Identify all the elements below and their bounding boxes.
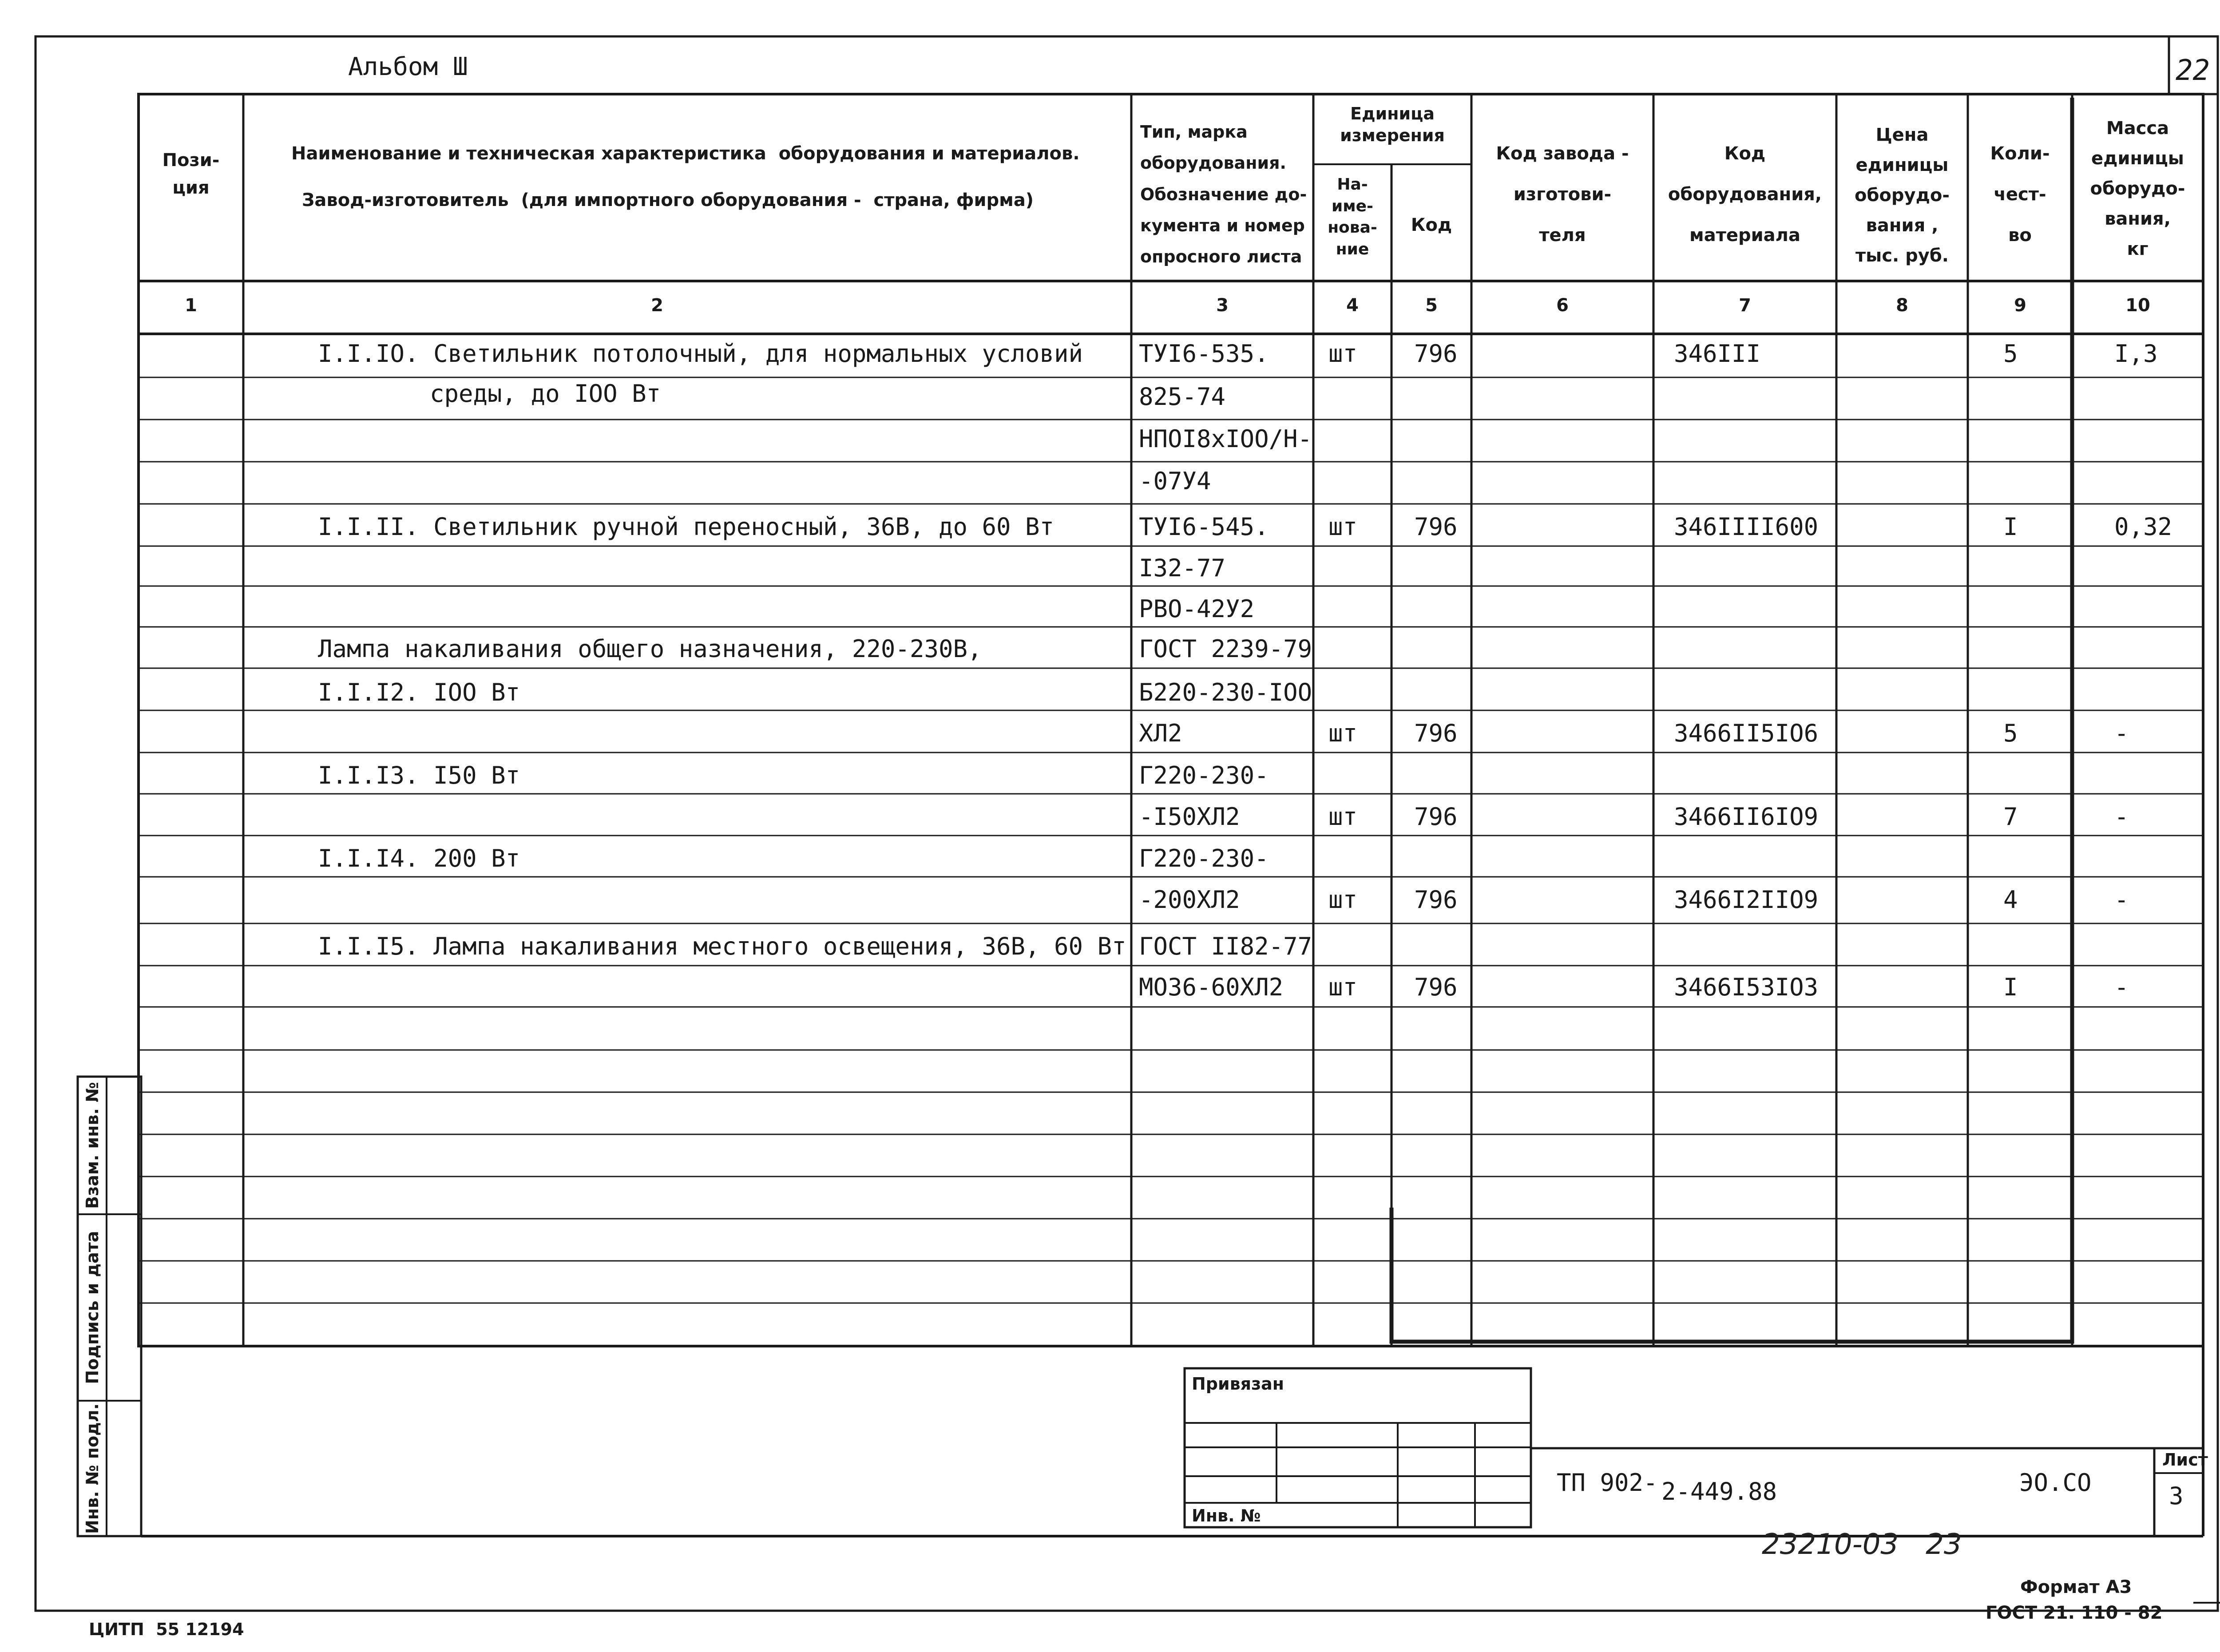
row-type: РВО-42У2 — [1139, 595, 1255, 623]
row-unit-code: 796 — [1414, 973, 1458, 1001]
row-type: Б220-230-IOO — [1139, 678, 1312, 706]
row-unit-code: 796 — [1414, 803, 1458, 831]
row-name: I.I.IO. Светильник потолочный, для нормальных условий — [318, 340, 1083, 368]
col-number-8: 8 — [1896, 295, 1908, 316]
row-unit: шт — [1328, 973, 1358, 1001]
col-number-4: 4 — [1346, 295, 1359, 316]
row-name: I.I.I4. 200 Вт — [318, 844, 520, 872]
row-type: 825-74 — [1139, 383, 1226, 411]
row-unit: шт — [1328, 886, 1358, 914]
row-unit-code: 796 — [1414, 719, 1458, 747]
row-type: МО36-60ХЛ2 — [1139, 973, 1284, 1001]
row-type: I32-77 — [1139, 554, 1226, 582]
row-equip-code: 346III — [1674, 340, 1761, 368]
handwritten-archive-number: 23210-03 23 — [1762, 1528, 1962, 1561]
row-equip-code: 3466II5IO6 — [1674, 719, 1819, 747]
row-unit: шт — [1328, 803, 1358, 831]
header-position: Пози- ция — [162, 150, 220, 198]
header-price: Цена единицы оборудо- вания , тыс. руб. — [1855, 125, 1950, 266]
row-unit-code: 796 — [1414, 513, 1458, 541]
row-type: ТУI6-535. — [1139, 340, 1269, 368]
row-type: Г220-230- — [1139, 844, 1269, 872]
page-number: 22 — [2176, 54, 2210, 87]
header-mass: Масса единицы оборудо- вания, кг — [2090, 118, 2185, 259]
row-type: Г220-230- — [1139, 761, 1269, 789]
row-quantity: 5 — [2003, 340, 2018, 368]
print-code: ЦИТП 55 12194 — [89, 1620, 244, 1637]
header-name-line2: Завод-изготовитель (для импортного оборудования - страна, фирма) — [302, 190, 1034, 210]
row-unit: шт — [1328, 719, 1358, 747]
row-mass: - — [2114, 973, 2129, 1001]
col-number-5: 5 — [1425, 295, 1438, 316]
stamp-privyazan: Привязан — [1192, 1374, 1284, 1394]
row-name: I.I.II. Светильник ручной переносный, 36В, до 60 Вт — [318, 513, 1054, 541]
doc-suffix: ЭО.СО — [2019, 1469, 2092, 1497]
row-type: ГОСТ 2239-79 — [1139, 635, 1312, 663]
header-plant-code: Код завода - изготови- теля — [1496, 143, 1629, 246]
col-number-7: 7 — [1739, 295, 1751, 316]
row-quantity: 5 — [2003, 719, 2018, 747]
row-quantity: 4 — [2003, 886, 2018, 914]
col-number-9: 9 — [2014, 295, 2026, 316]
header-name-line1: Наименование и техническая характеристика оборудования и материалов. — [291, 143, 1080, 164]
row-type: -I50ХЛ2 — [1139, 803, 1240, 831]
header-quantity: Коли- чест- во — [1990, 143, 2050, 246]
doc-code-number: 2-449.88 — [1661, 1478, 1777, 1505]
row-mass: I,3 — [2114, 340, 2158, 368]
row-type: ГОСТ II82-77 — [1139, 932, 1312, 960]
row-name: I.I.I3. I50 Вт — [318, 761, 520, 789]
header-type: Тип, марка оборудования. Обозначение до- кумента и номер опросного листа — [1140, 122, 1307, 267]
header-unit-name: На- име- нова- ние — [1328, 175, 1377, 258]
row-type: -200ХЛ2 — [1139, 886, 1240, 914]
row-name: среды, до IOO Вт — [430, 380, 661, 408]
header-unit-group: Единица измерения — [1340, 104, 1445, 146]
row-equip-code: 3466II6IO9 — [1674, 803, 1819, 831]
side-label-inv: Инв. № подл. — [83, 1403, 102, 1534]
col-number-1: 1 — [185, 295, 197, 316]
row-name: I.I.I5. Лампа накаливания местного освещения, 36В, 60 Вт — [318, 932, 1126, 960]
doc-code-prefix: ТП 902- — [1557, 1469, 1658, 1497]
col-number-6: 6 — [1556, 295, 1569, 316]
header-unit-code: Код — [1411, 215, 1452, 235]
stamp-inv-no: Инв. № — [1192, 1506, 1261, 1525]
row-quantity: 7 — [2003, 803, 2018, 831]
row-mass: - — [2114, 719, 2129, 747]
row-name: I.I.I2. IOO Вт — [318, 678, 520, 706]
row-type: НПОI8хIOO/Н- — [1139, 425, 1312, 453]
row-mass: - — [2114, 886, 2129, 914]
row-unit-code: 796 — [1414, 886, 1458, 914]
row-unit-code: 796 — [1414, 340, 1458, 368]
gost-label: ГОСТ 21. 110 - 82 — [1986, 1603, 2163, 1623]
row-mass: 0,32 — [2114, 513, 2172, 541]
col-number-2: 2 — [651, 295, 663, 316]
row-unit: шт — [1328, 513, 1358, 541]
row-equip-code: 3466I2IIO9 — [1674, 886, 1819, 914]
row-type: -07У4 — [1139, 467, 1211, 495]
album-title: Альбом Ш — [348, 52, 468, 81]
format-label: Формат А3 — [2020, 1577, 2132, 1597]
row-name: Лампа накаливания общего назначения, 220-230В, — [318, 635, 982, 663]
row-mass: - — [2114, 803, 2129, 831]
row-unit: шт — [1328, 340, 1358, 368]
sheet-label: Лист — [2162, 1450, 2208, 1470]
side-label-vzam: Взам. инв. № — [83, 1082, 102, 1209]
row-quantity: I — [2003, 513, 2018, 541]
side-label-podpis: Подпись и дата — [83, 1231, 102, 1384]
col-number-10: 10 — [2125, 295, 2150, 316]
row-type: ХЛ2 — [1139, 719, 1182, 747]
sheet-number: 3 — [2169, 1482, 2184, 1510]
row-quantity: I — [2003, 973, 2018, 1001]
col-number-3: 3 — [1216, 295, 1229, 316]
row-type: ТУI6-545. — [1139, 513, 1269, 541]
header-equip-code: Код оборудования, материала — [1668, 143, 1822, 246]
row-equip-code: 3466I53IO3 — [1674, 973, 1819, 1001]
row-equip-code: 346IIII600 — [1674, 513, 1819, 541]
